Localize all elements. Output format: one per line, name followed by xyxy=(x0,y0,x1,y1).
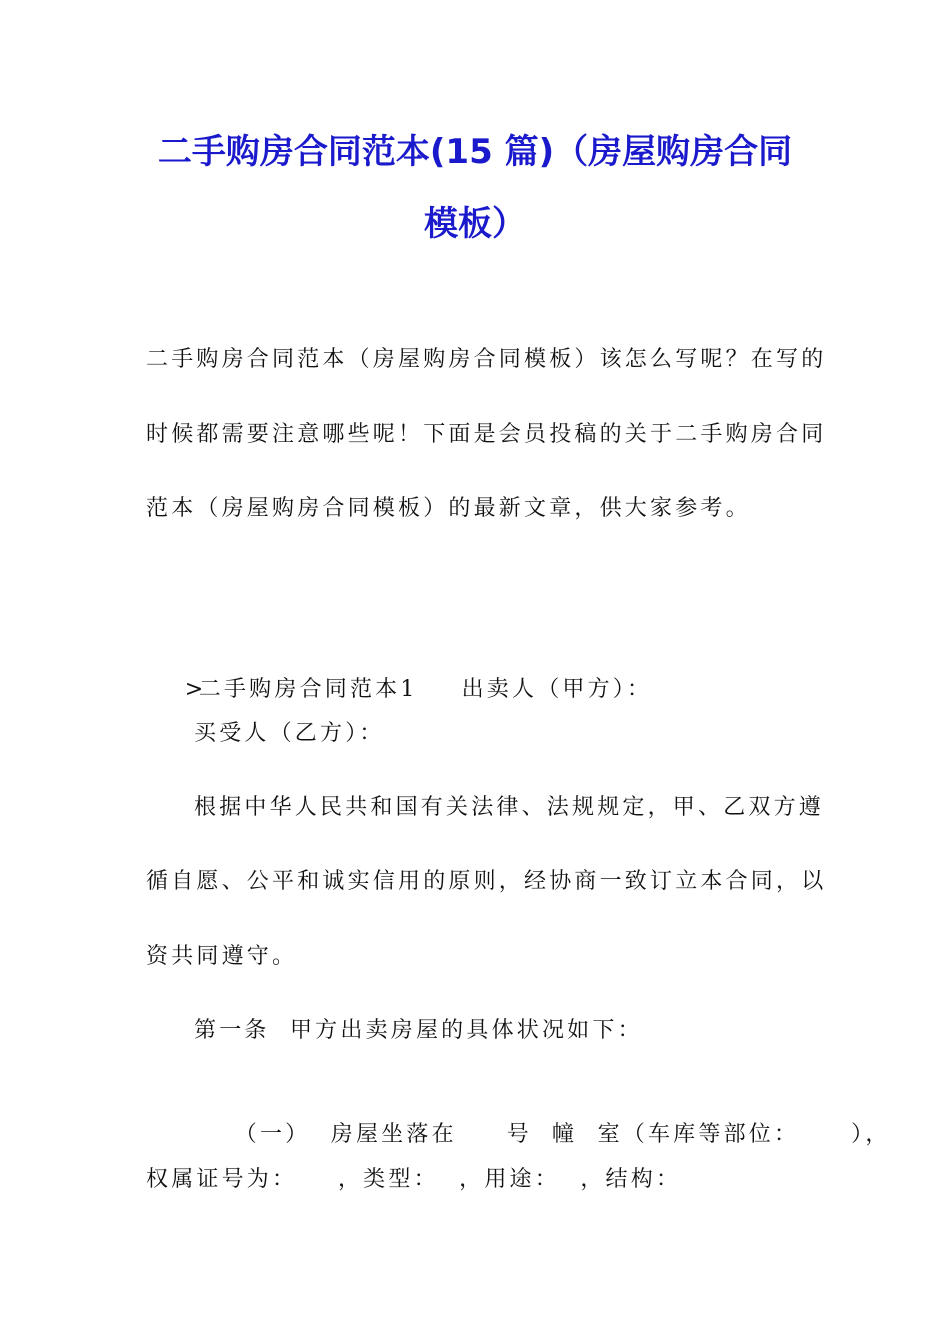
paragraph-1-line-2: 循自愿、公平和诚实信用的原则，经协商一致订立本合同，以 xyxy=(146,869,827,894)
paragraph-1-line-3: 资共同遵守。 xyxy=(146,944,298,969)
item-1-number-label: 号 xyxy=(506,1122,532,1147)
paragraph-1-line-1: 根据中华人民共和国有关法律、法规规定，甲、乙双方遵 xyxy=(194,795,825,820)
section-marker: > xyxy=(184,677,204,702)
item-1-line-2: 权属证号为： ，类型： ，用途： ，结构： xyxy=(146,1167,682,1192)
intro-line-1: 二手购房合同范本（房屋购房合同模板）该怎么写呢？在写的 xyxy=(146,347,827,372)
document-title-line-2: 模板） xyxy=(424,204,526,244)
buyer-label: 买受人（乙方）： xyxy=(194,721,385,746)
item-1-close: ）， xyxy=(851,1122,891,1147)
seller-label: 出卖人（甲方）： xyxy=(461,677,653,702)
item-1-location-label: （一） 房屋坐落在 xyxy=(234,1122,457,1147)
document-title-line-1: 二手购房合同范本(15 篇)（房屋购房合同 xyxy=(157,132,793,172)
article-1-heading: 第一条 甲方出卖房屋的具体状况如下： xyxy=(194,1018,643,1043)
item-1-building-label: 幢 室（车库等部位： xyxy=(551,1122,800,1147)
intro-line-2: 时候都需要注意哪些呢！下面是会员投稿的关于二手购房合同 xyxy=(146,422,827,447)
section-heading: 二手购房合同范本1 xyxy=(198,677,418,702)
intro-line-3: 范本（房屋购房合同模板）的最新文章，供大家参考。 xyxy=(146,496,751,521)
